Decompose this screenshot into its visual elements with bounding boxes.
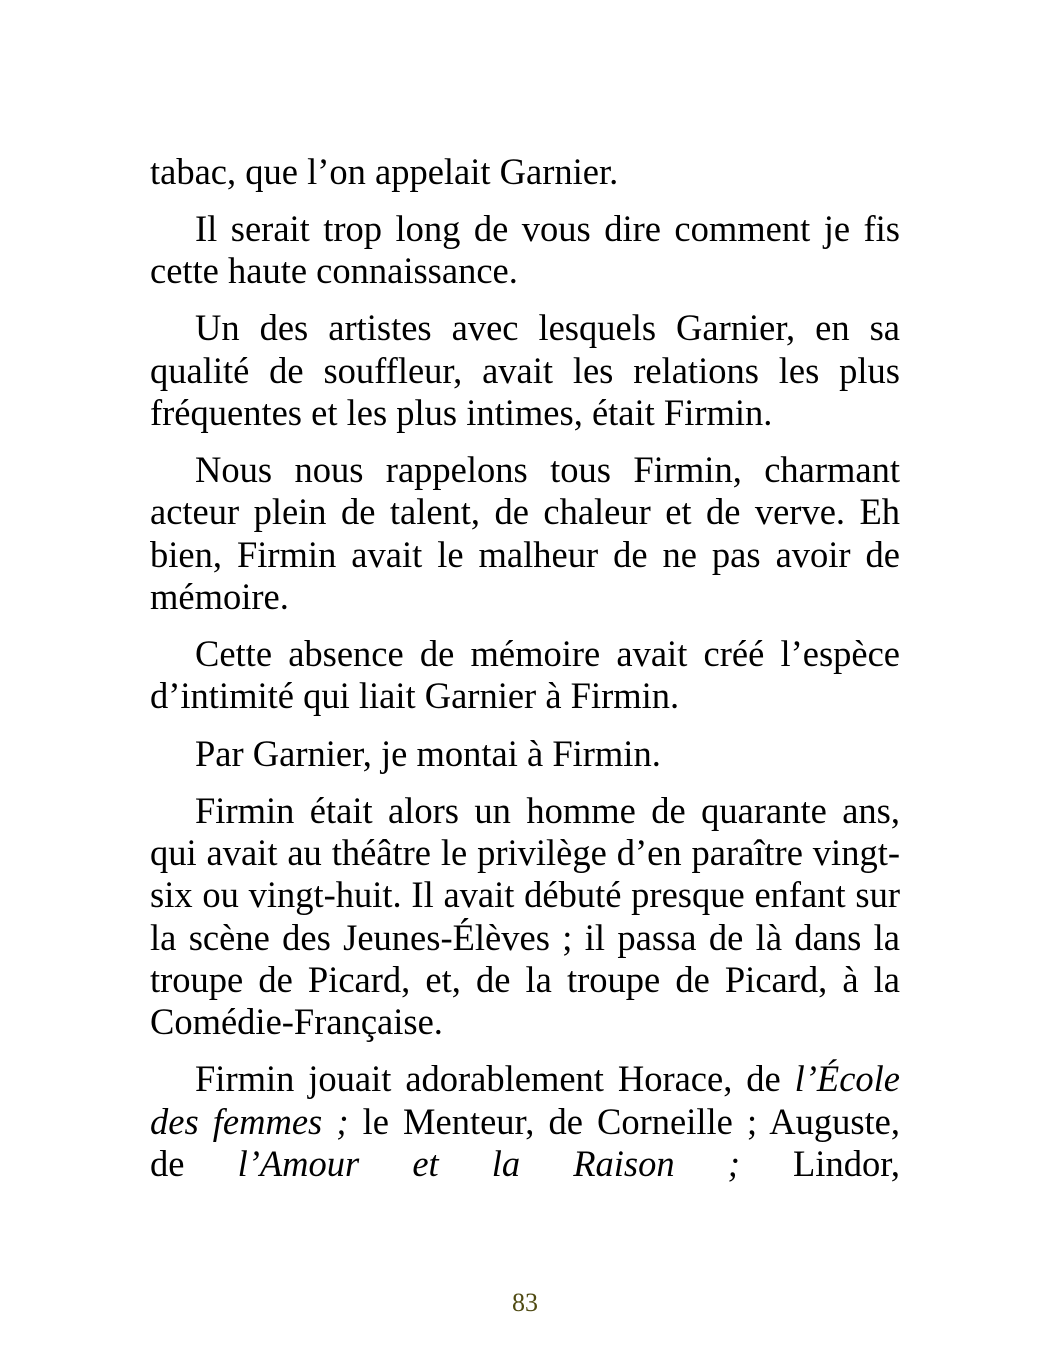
paragraph-7: Firmin était alors un homme de quarante ans, qui avait au théâtre le privilège d’en paraître vingt-six ou vingt-huit. Il avait débuté presque enfant sur la scène des Jeunes-Élèves ; il passa de là dans la troupe de Picard, et, de la troupe de Picard, à la Comédie-Française. — [150, 789, 900, 1043]
paragraph-8: Firmin jouait adorablement Horace, de l’École des femmes ; le Menteur, de Corneille ; Auguste, de l’Amour et la Raison ; Lindor, — [150, 1058, 901, 1184]
paragraph-2: Il serait trop long de vous dire comment je fis cette haute connaissance. — [150, 208, 900, 292]
paragraph-1: tabac, que l’on appelait Garnier. — [150, 151, 619, 192]
paragraph-4: Nous nous rappelons tous Firmin, charmant acteur plein de talent, de chaleur et de verve. Eh bien, Firmin avait le malheur de ne pas avoir de mémoire. — [150, 449, 900, 618]
italic-title-amour-et-la-raison: l’Amour et la Raison ; — [237, 1142, 740, 1184]
paragraph-6: Par Garnier, je montai à Firmin. — [195, 732, 661, 774]
page-number: 83 — [512, 1288, 538, 1317]
italic-title-ecole-des-femmes: l’École des femmes ; — [150, 1058, 900, 1142]
body-text — [150, 151, 900, 1185]
paragraph-5: Cette absence de mémoire avait créé l’espèce d’intimité qui liait Garnier à Firmin. — [150, 633, 900, 717]
paragraph-3: Un des artistes avec lesquels Garnier, en sa qualité de souffleur, avait les relations les plus fréquentes et les plus intimes, était Firmin. — [150, 307, 900, 434]
